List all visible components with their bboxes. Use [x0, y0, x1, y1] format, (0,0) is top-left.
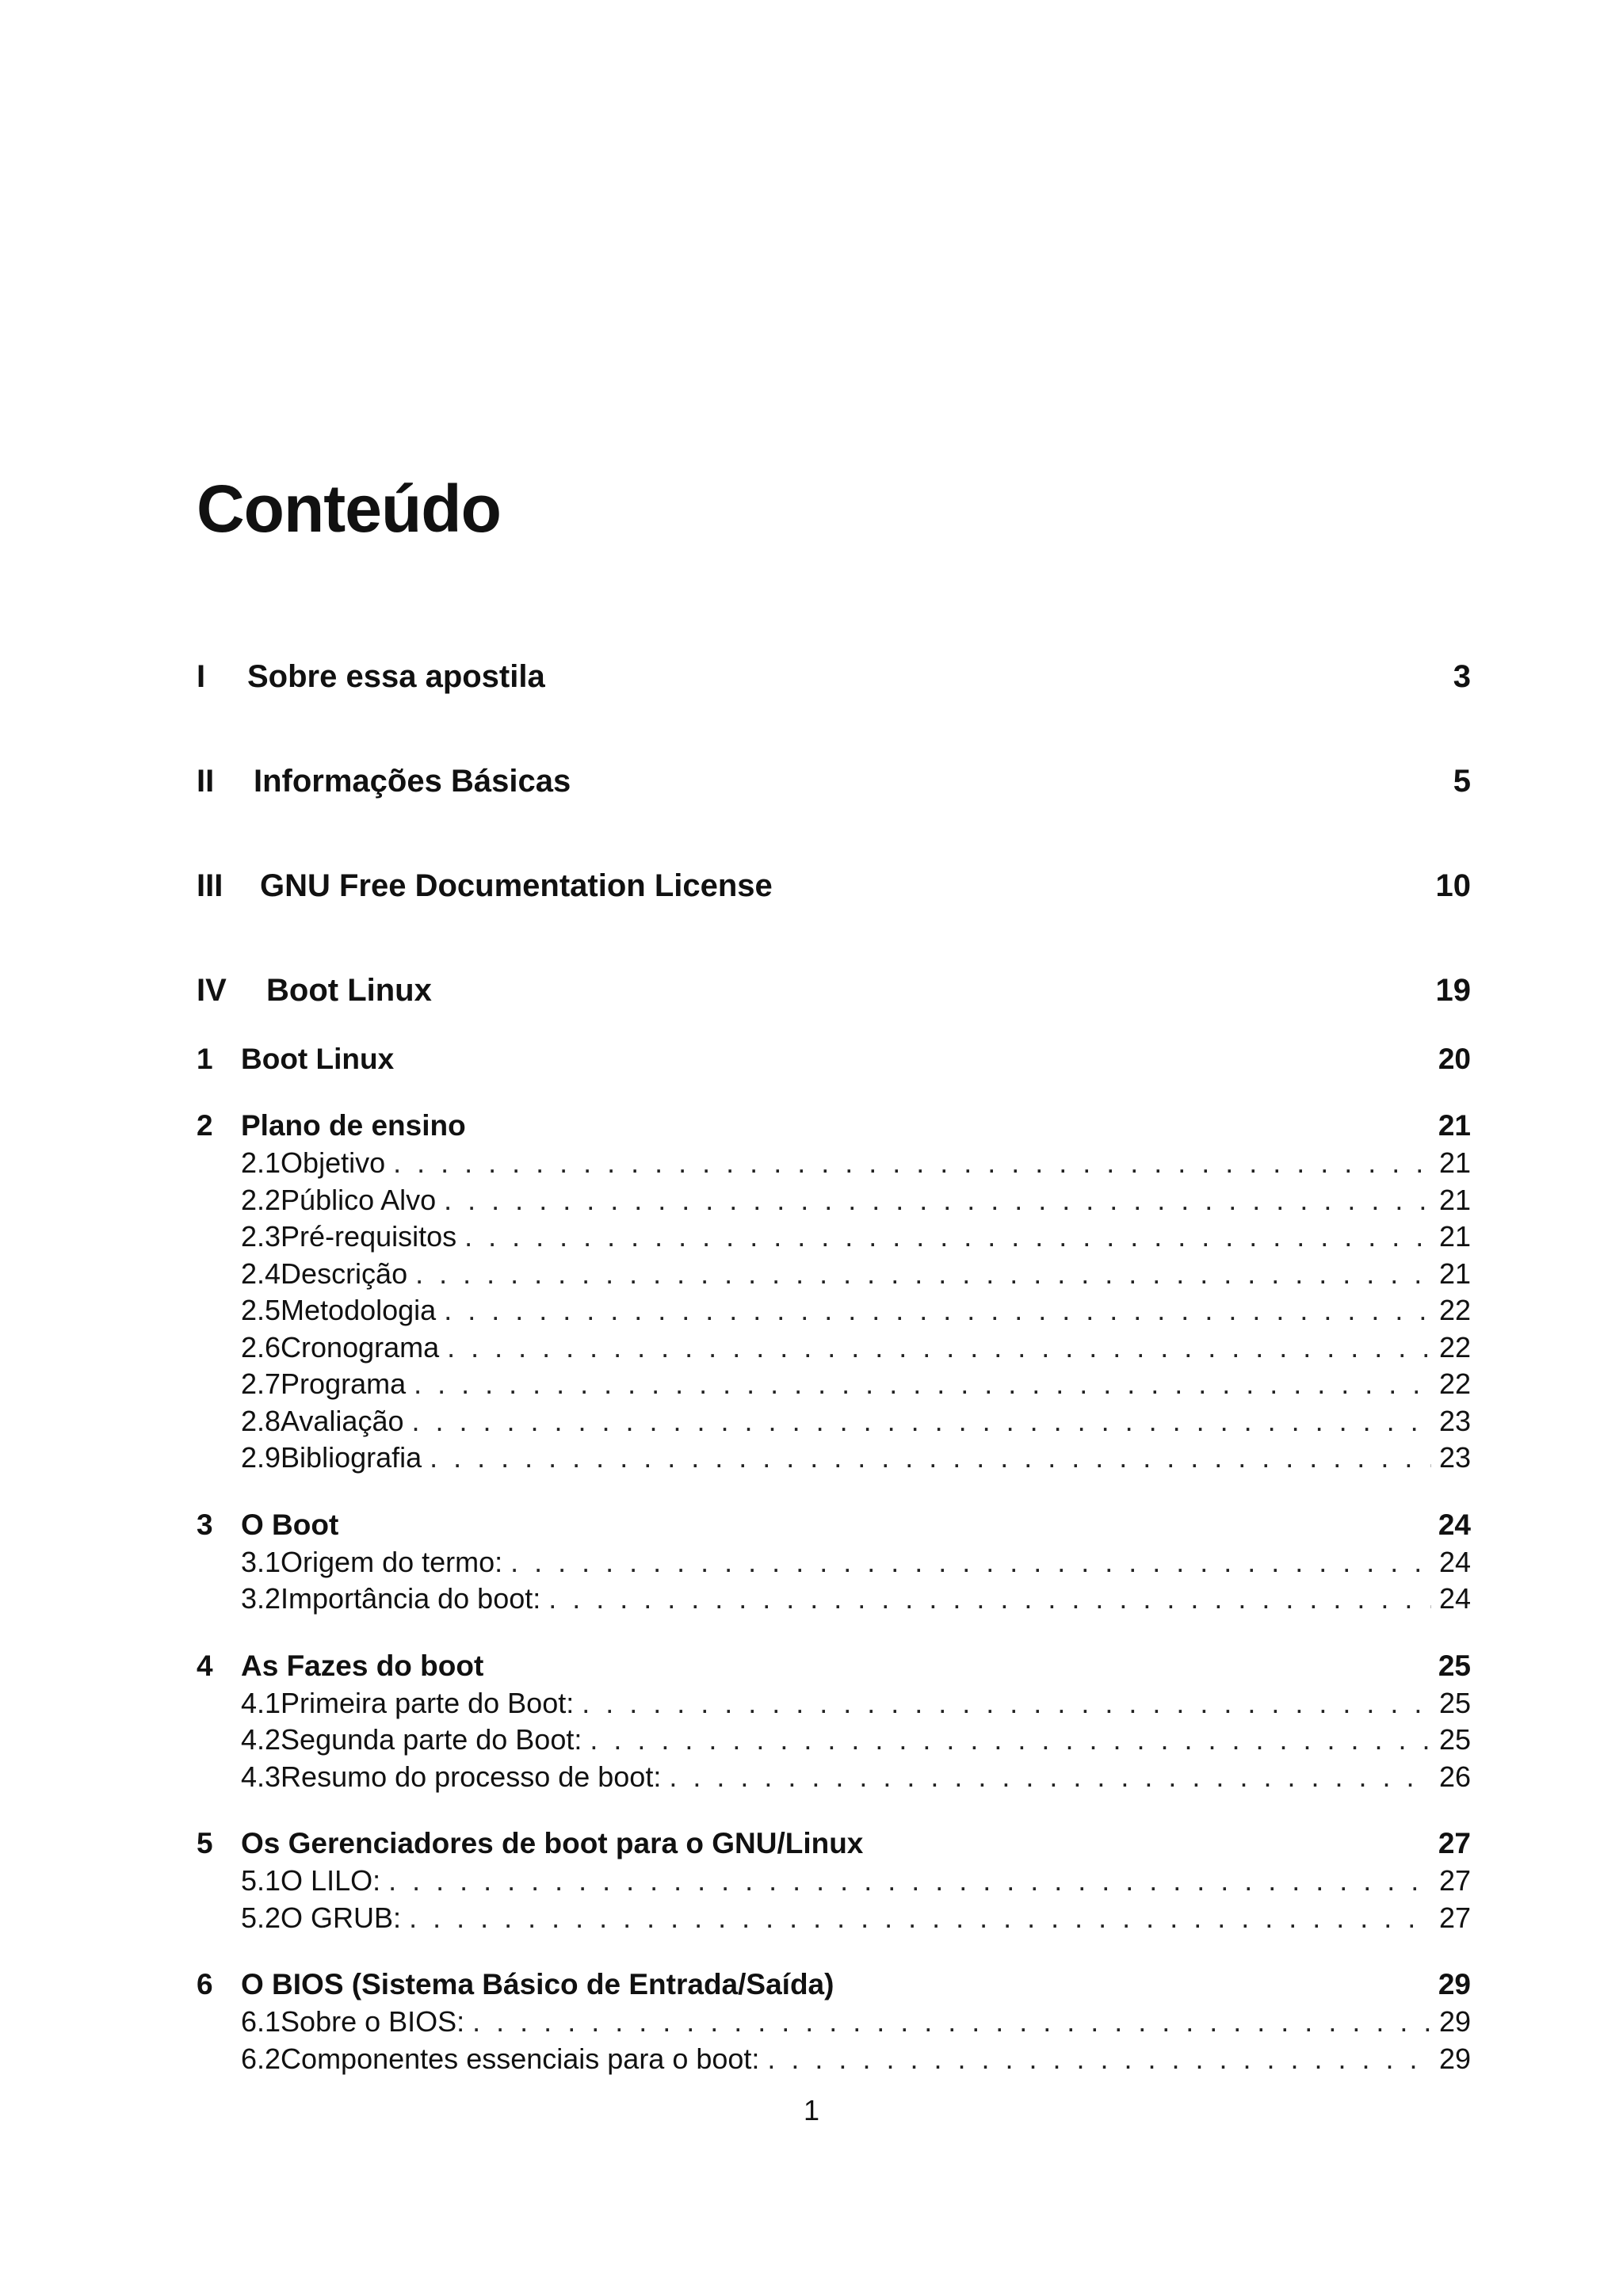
chapter-number: 2 — [197, 1109, 213, 1142]
dot-leader — [409, 1901, 1431, 1935]
section-number: 2.1 — [241, 1146, 281, 1179]
toc-section-entry[interactable] — [241, 1220, 1471, 1257]
section-page-number: 24 — [1438, 1545, 1471, 1578]
section-number: 4.2 — [241, 1723, 281, 1756]
section-number: 6.1 — [241, 2005, 281, 2038]
section-title: Origem do termo: — [281, 1545, 503, 1578]
section-title: Objetivo — [281, 1146, 386, 1179]
chapter-page-number: 24 — [1438, 1508, 1471, 1541]
dot-leader — [388, 1864, 1431, 1897]
part-page-number: 19 — [1435, 973, 1471, 1008]
section-number: 2.5 — [241, 1294, 281, 1326]
part-title: GNU Free Documentation License — [260, 868, 773, 903]
chapter-page-number: 27 — [1438, 1827, 1471, 1859]
section-number: 2.9 — [241, 1441, 281, 1474]
section-title: Segunda parte do Boot: — [281, 1723, 582, 1756]
dot-leader — [447, 1331, 1431, 1364]
section-number: 3.2 — [241, 1582, 281, 1615]
part-number: III — [197, 868, 223, 903]
section-number: 5.2 — [241, 1901, 281, 1934]
section-page-number: 25 — [1438, 1723, 1471, 1756]
chapter-title: O BIOS (Sistema Básico de Entrada/Saída) — [241, 1968, 834, 2000]
section-title: Componentes essenciais para o boot: — [281, 2042, 760, 2075]
toc-section-entry[interactable] — [241, 1405, 1471, 1441]
section-title: Sobre o BIOS: — [281, 2005, 465, 2038]
section-title: Pré-requisitos — [281, 1220, 457, 1253]
section-page-number: 22 — [1438, 1330, 1471, 1363]
section-page-number: 29 — [1438, 2042, 1471, 2075]
toc-section-entry[interactable] — [241, 1760, 1471, 1797]
section-number: 2.6 — [241, 1330, 281, 1363]
section-page-number: 22 — [1438, 1294, 1471, 1326]
section-title: Bibliografia — [281, 1441, 422, 1474]
toc-part-entry[interactable] — [197, 973, 1471, 1020]
section-title: Cronograma — [281, 1330, 440, 1363]
toc-part-entry[interactable] — [197, 868, 1471, 916]
section-page-number: 27 — [1438, 1864, 1471, 1897]
section-number: 2.8 — [241, 1404, 281, 1437]
section-number: 5.1 — [241, 1864, 281, 1897]
dot-leader — [510, 1546, 1431, 1579]
toc-chapter-entry[interactable] — [197, 1043, 1471, 1082]
part-page-number: 10 — [1435, 868, 1471, 903]
dot-leader — [472, 2005, 1431, 2039]
dot-leader — [669, 1760, 1431, 1794]
dot-leader — [582, 1687, 1431, 1720]
toc-part-entry[interactable] — [197, 764, 1471, 811]
section-title: Resumo do processo de boot: — [281, 1760, 662, 1793]
section-page-number: 22 — [1438, 1367, 1471, 1400]
section-number: 4.1 — [241, 1686, 281, 1719]
toc-section-entry[interactable] — [241, 2005, 1471, 2042]
part-number: II — [197, 764, 215, 799]
section-number: 3.1 — [241, 1545, 281, 1578]
section-page-number: 29 — [1438, 2005, 1471, 2038]
part-number: IV — [197, 973, 227, 1008]
part-title: Boot Linux — [266, 973, 432, 1008]
toc-section-entry[interactable] — [241, 1687, 1471, 1723]
chapter-page-number: 29 — [1438, 1968, 1471, 2000]
dot-leader — [464, 1220, 1431, 1253]
chapter-number: 4 — [197, 1649, 213, 1682]
chapter-number: 1 — [197, 1043, 213, 1075]
section-page-number: 24 — [1438, 1582, 1471, 1615]
section-number: 2.4 — [241, 1257, 281, 1290]
section-title: Metodologia — [281, 1294, 437, 1326]
page-number: 1 — [803, 2094, 820, 2126]
toc-section-entry[interactable] — [241, 1864, 1471, 1901]
chapter-page-number: 25 — [1438, 1649, 1471, 1682]
part-title: Informações Básicas — [254, 764, 571, 799]
section-page-number: 21 — [1438, 1146, 1471, 1179]
chapter-title: Os Gerenciadores de boot para o GNU/Linux — [241, 1827, 864, 1859]
section-page-number: 27 — [1438, 1901, 1471, 1934]
section-title: Primeira parte do Boot: — [281, 1686, 575, 1719]
toc-chapter-entry[interactable] — [197, 1827, 1471, 1867]
dot-leader — [767, 2042, 1431, 2076]
section-title: Programa — [281, 1367, 407, 1400]
part-number: I — [197, 659, 206, 694]
toc-section-entry[interactable] — [241, 1901, 1471, 1938]
toc-section-entry[interactable] — [241, 1257, 1471, 1294]
toc-chapter-entry[interactable] — [197, 1109, 1471, 1149]
section-page-number: 23 — [1438, 1404, 1471, 1437]
section-number: 4.3 — [241, 1760, 281, 1793]
section-title: O LILO: — [281, 1864, 381, 1897]
toc-section-entry[interactable] — [241, 1546, 1471, 1582]
toc-part-entry[interactable] — [197, 659, 1471, 707]
section-number: 6.2 — [241, 2042, 281, 2075]
section-page-number: 25 — [1438, 1686, 1471, 1719]
section-page-number: 21 — [1438, 1257, 1471, 1290]
section-title: Avaliação — [281, 1404, 404, 1437]
chapter-number: 3 — [197, 1508, 213, 1541]
section-title: Descrição — [281, 1257, 408, 1290]
dot-leader — [412, 1405, 1432, 1438]
toc-section-entry[interactable] — [241, 1184, 1471, 1220]
chapter-title: As Fazes do boot — [241, 1649, 484, 1682]
toc-chapter-entry[interactable] — [197, 1968, 1471, 2008]
section-page-number: 26 — [1438, 1760, 1471, 1793]
toc-chapter-entry[interactable] — [197, 1650, 1471, 1689]
dot-leader — [548, 1582, 1431, 1615]
chapter-number: 5 — [197, 1827, 213, 1859]
dot-leader — [444, 1294, 1431, 1327]
chapter-number: 6 — [197, 1968, 213, 2000]
section-page-number: 23 — [1438, 1441, 1471, 1474]
part-title: Sobre essa apostila — [247, 659, 545, 694]
toc-section-entry[interactable] — [241, 1582, 1471, 1619]
toc-section-entry[interactable] — [241, 1146, 1471, 1183]
section-number: 2.7 — [241, 1367, 281, 1400]
chapter-title: Boot Linux — [241, 1043, 395, 1075]
section-number: 2.3 — [241, 1220, 281, 1253]
dot-leader — [590, 1723, 1431, 1756]
toc-section-entry[interactable] — [241, 1331, 1471, 1367]
toc-section-entry[interactable] — [241, 1723, 1471, 1760]
section-page-number: 21 — [1438, 1183, 1471, 1216]
chapter-title: Plano de ensino — [241, 1109, 466, 1142]
toc-chapter-entry[interactable] — [197, 1508, 1471, 1548]
part-page-number: 5 — [1453, 764, 1471, 799]
chapter-title: O Boot — [241, 1508, 339, 1541]
section-title: Público Alvo — [281, 1183, 437, 1216]
page-title: Conteúdo — [197, 471, 501, 546]
chapter-page-number: 21 — [1438, 1109, 1471, 1142]
section-title: O GRUB: — [281, 1901, 402, 1934]
toc-section-entry[interactable] — [241, 1294, 1471, 1330]
section-number: 2.2 — [241, 1183, 281, 1216]
dot-leader — [414, 1367, 1431, 1401]
section-title: Importância do boot: — [281, 1582, 541, 1615]
dot-leader — [444, 1184, 1431, 1217]
chapter-page-number: 20 — [1438, 1043, 1471, 1075]
dot-leader — [430, 1441, 1431, 1474]
dot-leader — [393, 1146, 1431, 1180]
section-page-number: 21 — [1438, 1220, 1471, 1253]
toc-section-entry[interactable] — [241, 1441, 1471, 1478]
dot-leader — [415, 1257, 1431, 1291]
part-page-number: 3 — [1453, 659, 1471, 694]
toc-section-entry[interactable] — [241, 2042, 1471, 2079]
toc-section-entry[interactable] — [241, 1367, 1471, 1404]
